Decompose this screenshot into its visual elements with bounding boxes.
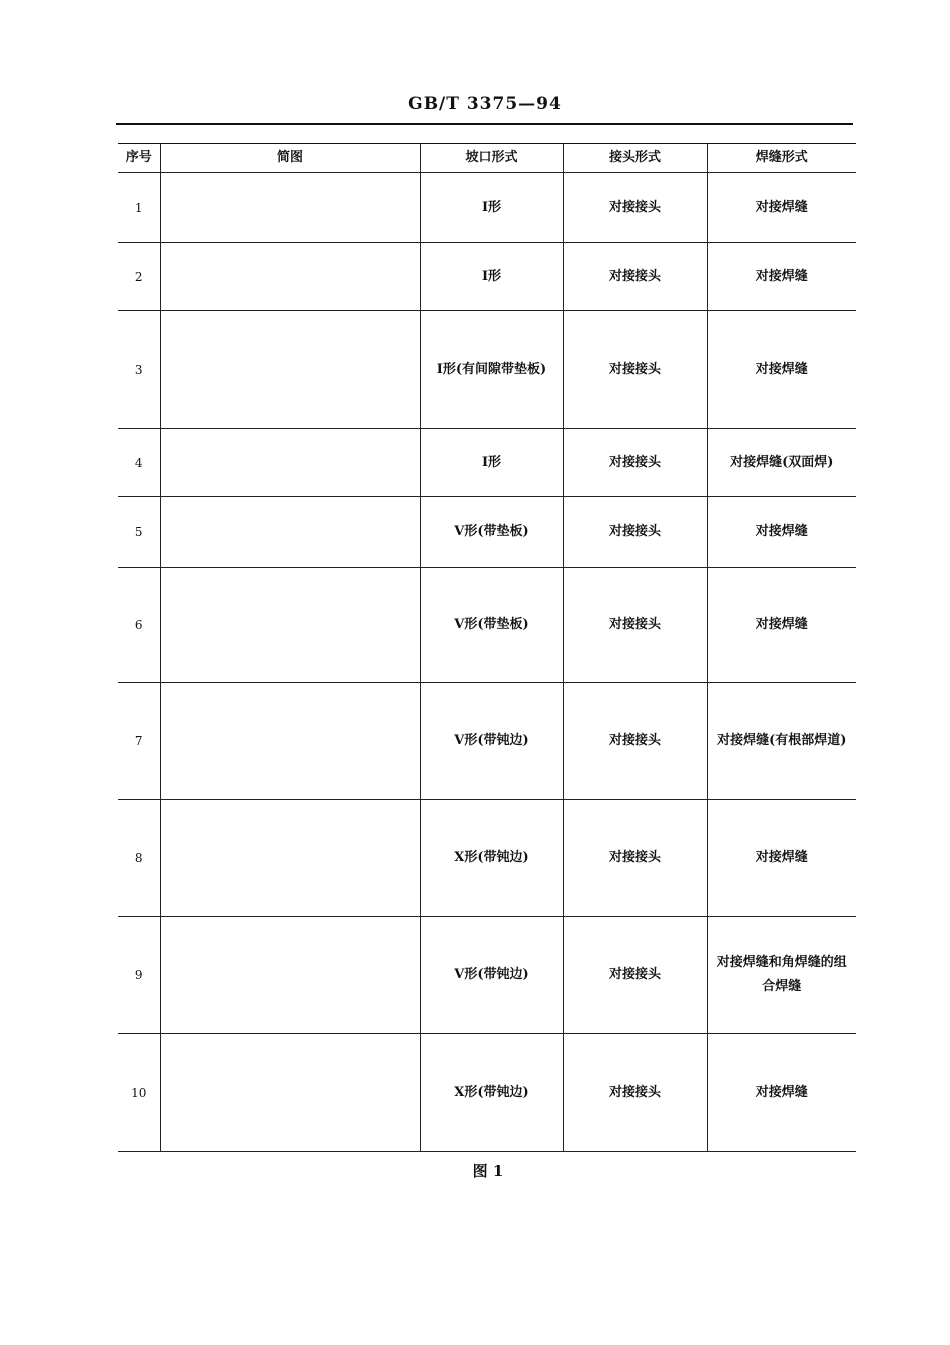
col-header-no: 序号: [118, 144, 160, 173]
groove-form: I形(有间隙带垫板): [420, 311, 563, 429]
sketch-cell: [160, 568, 420, 683]
row-number: 3: [118, 311, 160, 429]
weld-form: 对接焊缝: [707, 243, 856, 311]
row-number: 2: [118, 243, 160, 311]
sketch-cell: [160, 243, 420, 311]
groove-form: I形: [420, 243, 563, 311]
figure-caption: 图 1: [472, 1162, 504, 1180]
weld-form: 对接焊缝(双面焊): [707, 429, 856, 497]
groove-form: V形(带垫板): [420, 497, 563, 568]
sketch-cell: [160, 497, 420, 568]
joint-form: 对接接头: [563, 173, 707, 243]
table-row: [118, 173, 856, 243]
table-row: [118, 917, 856, 1034]
row-number: 4: [118, 429, 160, 497]
col-header-joint: 接头形式: [563, 144, 707, 173]
col-header-weld: 焊缝形式: [707, 144, 856, 173]
row-number: 8: [118, 800, 160, 917]
joint-form: 对接接头: [563, 243, 707, 311]
joint-form: 对接接头: [563, 311, 707, 429]
joint-form: 对接接头: [563, 429, 707, 497]
weld-form: 对接焊缝和角焊缝的组合焊缝: [707, 917, 856, 1034]
sketch-cell: [160, 800, 420, 917]
sketch-cell: [160, 1034, 420, 1152]
table-row: [118, 429, 856, 497]
weld-form: 对接焊缝: [707, 1034, 856, 1152]
groove-form: I形: [420, 429, 563, 497]
sketch-cell: [160, 173, 420, 243]
joint-form: 对接接头: [563, 568, 707, 683]
weld-form: 对接焊缝(有根部焊道): [707, 683, 856, 800]
table-header-row: [118, 144, 856, 173]
sketch-cell: [160, 311, 420, 429]
groove-form: I形: [420, 173, 563, 243]
row-number: 10: [118, 1034, 160, 1152]
sketch-cell: [160, 917, 420, 1034]
weld-form: 对接焊缝: [707, 800, 856, 917]
table-row: [118, 683, 856, 800]
weld-form: 对接焊缝: [707, 497, 856, 568]
col-header-sketch: 简图: [160, 144, 420, 173]
joint-form: 对接接头: [563, 917, 707, 1034]
table-row: [118, 497, 856, 568]
sketch-cell: [160, 683, 420, 800]
joint-form: 对接接头: [563, 497, 707, 568]
weld-form: 对接焊缝: [707, 311, 856, 429]
groove-form: V形(带钝边): [420, 917, 563, 1034]
table-row: [118, 311, 856, 429]
sketch-cell: [160, 429, 420, 497]
groove-form: V形(带垫板): [420, 568, 563, 683]
row-number: 9: [118, 917, 160, 1034]
joint-form: 对接接头: [563, 1034, 707, 1152]
table-row: [118, 1034, 856, 1152]
table-row: [118, 800, 856, 917]
standard-code-header: GB/T 3375—94: [408, 94, 562, 114]
row-number: 7: [118, 683, 160, 800]
table-row: [118, 568, 856, 683]
joint-form: 对接接头: [563, 800, 707, 917]
joint-form: 对接接头: [563, 683, 707, 800]
row-number: 6: [118, 568, 160, 683]
weld-forms-table: [118, 143, 856, 1152]
weld-form: 对接焊缝: [707, 173, 856, 243]
header-rule: [116, 123, 853, 125]
table-row: [118, 243, 856, 311]
col-header-groove: 坡口形式: [420, 144, 563, 173]
groove-form: X形(带钝边): [420, 800, 563, 917]
groove-form: X形(带钝边): [420, 1034, 563, 1152]
weld-form: 对接焊缝: [707, 568, 856, 683]
row-number: 1: [118, 173, 160, 243]
row-number: 5: [118, 497, 160, 568]
groove-form: V形(带钝边): [420, 683, 563, 800]
